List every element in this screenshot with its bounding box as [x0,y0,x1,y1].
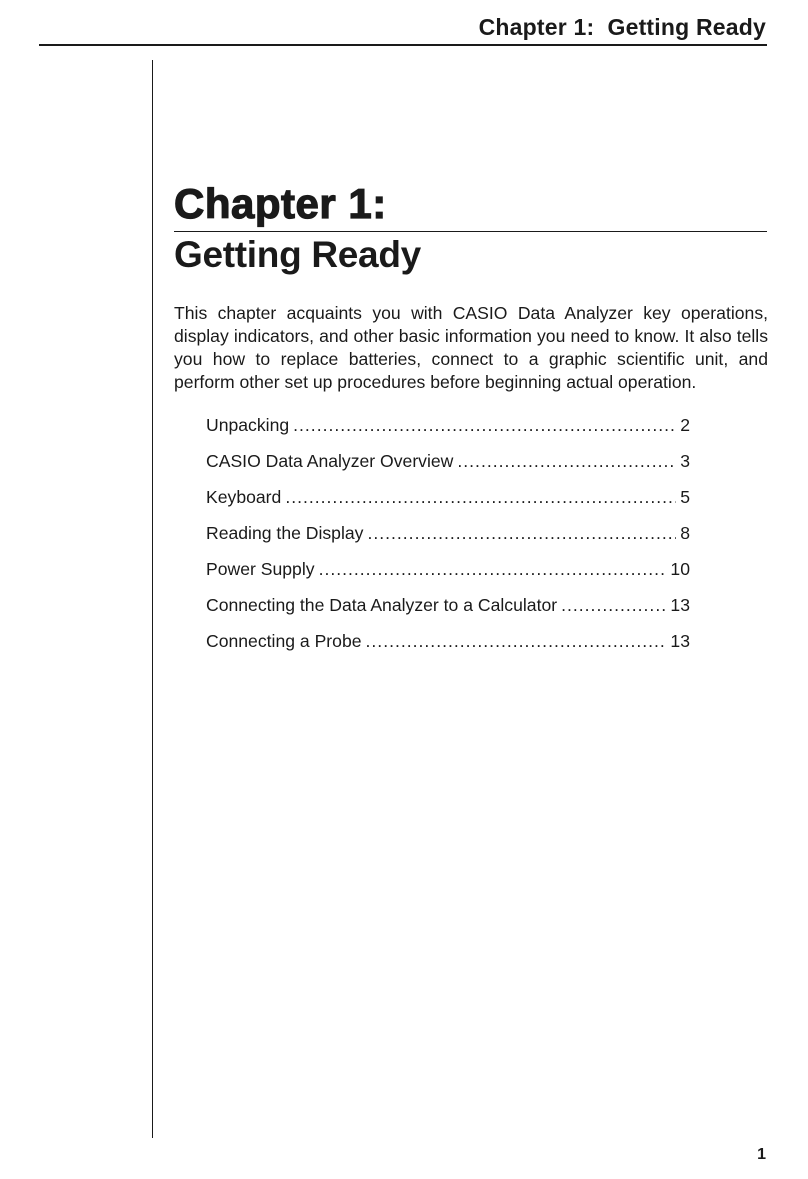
toc-entry[interactable] [206,629,690,665]
toc-dot-leader [457,449,676,473]
toc-dot-leader [366,629,667,653]
toc-entry[interactable] [206,557,690,593]
toc-entry-label: Connecting a Probe [206,631,362,651]
toc-entry-label: Keyboard [206,487,282,507]
chapter-intro: This chapter acquaints you with CASIO Data Analyzer key operations, display indicators, and other basic information you need to know. It also tells you how to replace batteries, connect to a graphic scientific unit, and perform other set up procedures before beginning actual operation. [174,303,768,392]
toc-entry[interactable] [206,485,690,521]
title-rule [174,231,767,232]
toc-dot-leader [285,485,676,509]
toc-entry-page: 10 [670,559,690,579]
toc-entry-page: 8 [680,523,690,543]
toc-entry[interactable] [206,413,690,449]
chapter-title: Getting Ready [174,234,421,275]
toc-dot-leader [293,413,676,437]
toc-entry-page: 5 [680,487,690,507]
toc-entry-page: 2 [680,415,690,435]
toc-dot-leader [367,521,676,545]
toc-entry-label: Connecting the Data Analyzer to a Calculator [206,595,558,615]
toc-entry-page: 3 [680,451,690,471]
toc-entry[interactable] [206,593,690,629]
toc-entry-page: 13 [670,631,690,651]
page-number: 1 [757,1146,766,1163]
toc-entry-label: Unpacking [206,415,290,435]
toc-entry[interactable] [206,521,690,557]
toc-dot-leader [561,593,666,617]
chapter-number: Chapter 1: [174,180,387,227]
toc-dot-leader [319,557,667,581]
toc-entry[interactable] [206,449,690,485]
table-of-contents [206,413,690,665]
toc-entry-label: CASIO Data Analyzer Overview [206,451,454,471]
running-header: Chapter 1: Getting Ready [478,14,766,40]
toc-entry-label: Power Supply [206,559,315,579]
margin-rule [152,60,153,1138]
header-rule [39,44,767,46]
toc-entry-page: 13 [670,595,690,615]
toc-entry-label: Reading the Display [206,523,364,543]
